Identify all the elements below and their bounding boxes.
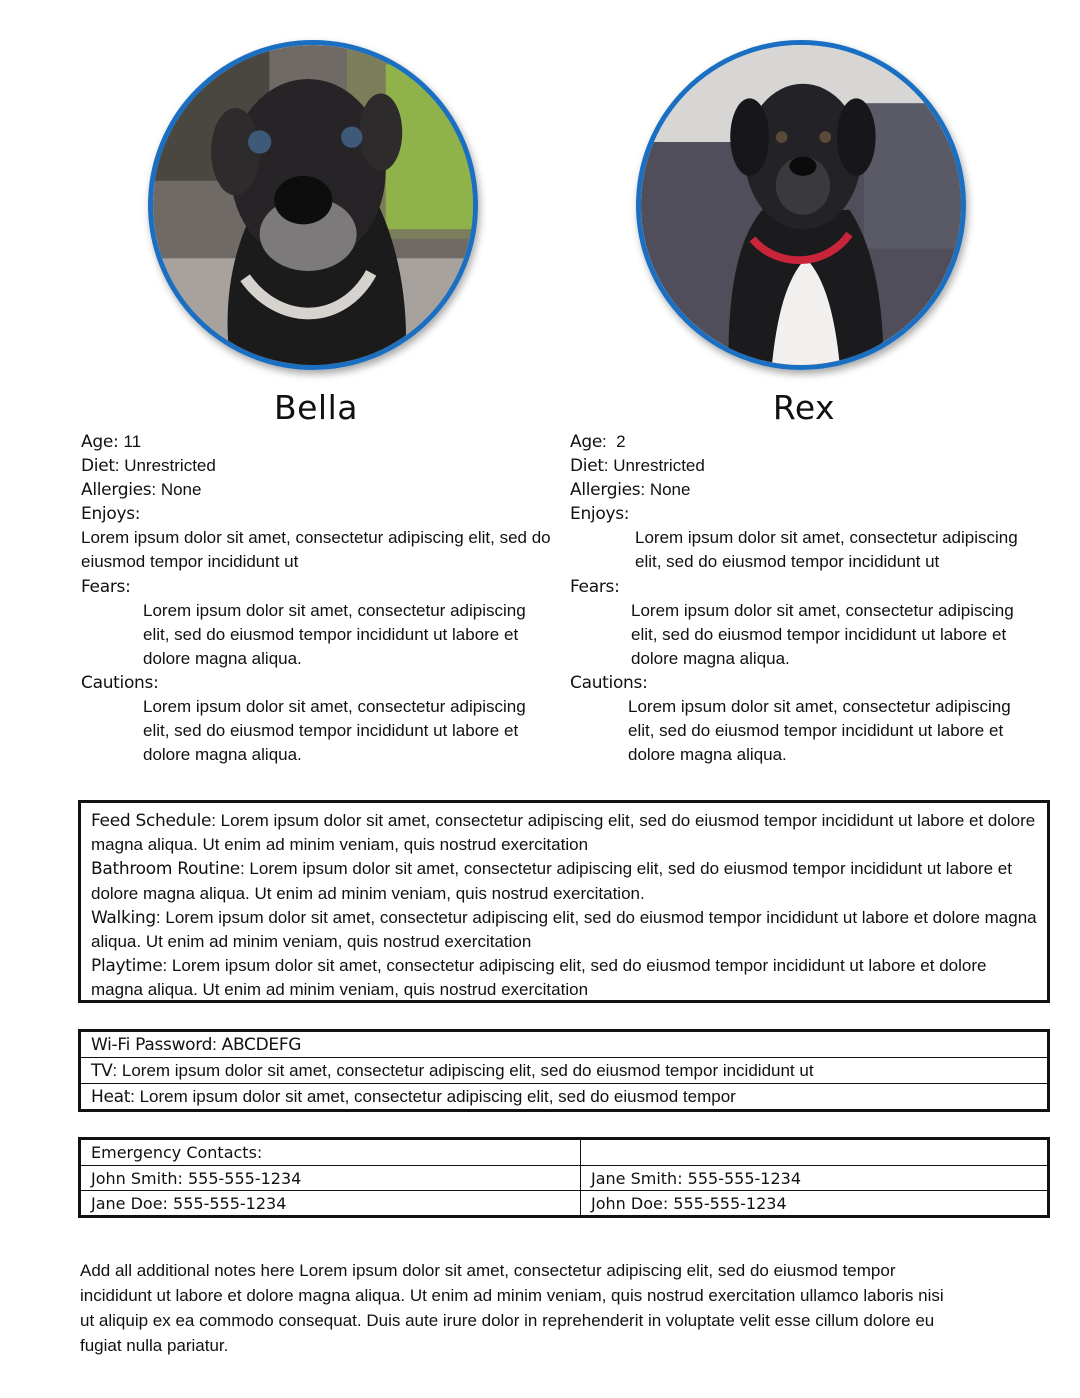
tv-row: TV: Lorem ipsum dolor sit amet, consectetur adipiscing elit, sed do eiusmod tempor incididunt ut <box>81 1058 1047 1084</box>
bathroom-text: Lorem ipsum dolor sit amet, consectetur adipiscing elit, sed do eiusmod tempor incididunt ut labore et dolore magna aliqua. Ut enim ad minim veniam, quis nostrud exercitation. <box>91 859 1012 903</box>
allergies-label: Allergies <box>570 480 641 500</box>
rex-enjoys: Lorem ipsum dolor sit amet, consectetur adipiscing elit, sed do eiusmod tempor incididunt ut <box>635 528 1018 571</box>
rex-allergies-row <box>570 478 1050 502</box>
bella-allergies: None <box>160 480 202 499</box>
diet-label: Diet <box>81 456 115 476</box>
rex-name: Rex <box>772 388 836 427</box>
tv-label: TV <box>91 1061 113 1081</box>
rex-age-row <box>570 430 1050 454</box>
colon: : <box>603 456 614 475</box>
bella-age: 11 <box>123 432 142 451</box>
colon: : <box>112 432 124 452</box>
bella-age-row <box>81 430 561 454</box>
bella-details <box>81 430 561 767</box>
fears-label: Fears: <box>81 577 131 597</box>
playtime: Playtime: Lorem ipsum dolor sit amet, consectetur adipiscing elit, sed do eiusmod tempor incididunt ut labore et dolore magna aliqua. Ut enim ad minim veniam, quis nostrud exercitation <box>91 956 987 1000</box>
colon: : <box>601 432 617 451</box>
bella-diet: Unrestricted <box>124 456 216 475</box>
colon: : <box>114 456 125 475</box>
wifi-row: Wi-Fi Password: ABCDEFG <box>81 1032 1047 1058</box>
bella-diet-row <box>81 454 561 478</box>
emergency-contacts-table <box>78 1137 1050 1218</box>
rex-fears: Lorem ipsum dolor sit amet, consectetur adipiscing elit, sed do eiusmod tempor incididunt ut labore et dolore magna aliqua. <box>631 601 1014 668</box>
diet-label: Diet <box>570 456 604 476</box>
additional-notes: Add all additional notes here Lorem ipsum dolor sit amet, consectetur adipiscing elit, sed do eiusmod tempor incididunt ut labore et dolore magna aliqua. Ut enim ad minim veniam, quis nostrud exercitation ullamco laboris nisi ut aliquip ex ea commodo consequat. Duis aute irure dolor in reprehenderit in voluptate velit esse cillum dolore eu fugiat nulla pariatur. <box>80 1261 944 1355</box>
rex-allergies: None <box>649 480 691 499</box>
cautions-label: Cautions: <box>570 673 648 693</box>
feed-schedule: Feed Schedule: Lorem ipsum dolor sit amet, consectetur adipiscing elit, sed do eiusmod tempor incididunt ut labore et dolore magna aliqua. Ut enim ad minim veniam, quis nostrud exercitation <box>91 811 1036 855</box>
bella-name: Bella <box>273 388 358 427</box>
bella-fears: Lorem ipsum dolor sit amet, consectetur adipiscing elit, sed do eiusmod tempor incididunt ut labore et dolore magna aliqua. <box>143 601 526 668</box>
cautions-label: Cautions: <box>81 673 159 693</box>
bella-enjoys: Lorem ipsum dolor sit amet, consectetur adipiscing elit, sed do eiusmod tempor incididunt ut <box>81 528 551 571</box>
bella-allergies-row <box>81 478 561 502</box>
bella-cautions: Lorem ipsum dolor sit amet, consectetur adipiscing elit, sed do eiusmod tempor incididunt ut labore et dolore magna aliqua. <box>143 697 526 764</box>
tv-text: Lorem ipsum dolor sit amet, consectetur adipiscing elit, sed do eiusmod tempor incididunt ut <box>121 1061 814 1080</box>
heat-text: Lorem ipsum dolor sit amet, consectetur adipiscing elit, sed do eiusmod tempor <box>139 1087 736 1106</box>
allergies-label: Allergies <box>81 480 152 500</box>
feed-label: Feed Schedule <box>91 811 212 831</box>
house-info-table <box>78 1029 1050 1112</box>
contact-cell: Jane Doe: 555-555-1234 <box>81 1191 581 1216</box>
walking-label: Walking <box>91 907 156 928</box>
schedule-box <box>78 800 1050 1003</box>
contacts-row <box>81 1191 1047 1216</box>
contacts-header: Emergency Contacts: <box>81 1140 581 1165</box>
colon: : <box>640 480 650 499</box>
playtime-label: Playtime <box>91 956 163 977</box>
rex-diet: Unrestricted <box>613 456 705 475</box>
rex-diet-row <box>570 454 1050 478</box>
contacts-row <box>81 1166 1047 1192</box>
contact-cell: Jane Smith: 555-555-1234 <box>591 1168 802 1188</box>
rex-details <box>570 430 1050 767</box>
enjoys-label: Enjoys: <box>81 504 141 524</box>
rex-age: 2 <box>616 432 626 451</box>
walking: Walking: Lorem ipsum dolor sit amet, consectetur adipiscing elit, sed do eiusmod tempor incididunt ut labore et dolore magna aliqua. Ut enim ad minim veniam, quis nostrud exercitation <box>91 907 1037 952</box>
contact-cell: John Doe: 555-555-1234 <box>591 1194 787 1213</box>
wifi-label: Wi-Fi Password <box>91 1035 213 1055</box>
walking-text: Lorem ipsum dolor sit amet, consectetur adipiscing elit, sed do eiusmod tempor incididunt ut labore et dolore magna aliqua. Ut enim ad minim veniam, quis nostrud exercitation <box>91 907 1037 952</box>
contacts-header-empty <box>581 1140 1047 1165</box>
contacts-header-row <box>81 1140 1047 1166</box>
rex-dog-image <box>641 45 961 365</box>
fears-label: Fears: <box>570 577 620 597</box>
bathroom-routine: Bathroom Routine: Lorem ipsum dolor sit amet, consectetur adipiscing elit, sed do eiusmod tempor incididunt ut labore et dolore magna aliqua. Ut enim ad minim veniam, quis nostrud exercitation. <box>91 859 1012 903</box>
rex-photo <box>636 40 966 370</box>
heat-row: Heat: Lorem ipsum dolor sit amet, consectetur adipiscing elit, sed do eiusmod tempor <box>91 1087 736 1107</box>
bella-dog-image <box>153 45 473 365</box>
age-label: Age <box>570 432 602 452</box>
enjoys-label: Enjoys: <box>570 504 630 524</box>
rex-cautions: Lorem ipsum dolor sit amet, consectetur adipiscing elit, sed do eiusmod tempor incididunt ut labore et dolore magna aliqua. <box>628 697 1011 764</box>
colon: : <box>151 480 161 499</box>
bathroom-label: Bathroom Routine <box>91 859 240 880</box>
heat-label: Heat <box>91 1087 131 1107</box>
bella-photo <box>148 40 478 370</box>
playtime-text: Lorem ipsum dolor sit amet, consectetur adipiscing elit, sed do eiusmod tempor incididunt ut labore et dolore magna aliqua. Ut enim ad minim veniam, quis nostrud exercitation <box>91 956 987 1000</box>
wifi-password: ABCDEFG <box>221 1035 302 1055</box>
age-label: Age <box>81 432 113 452</box>
contact-cell: John Smith: 555-555-1234 <box>81 1166 581 1191</box>
feed-text: Lorem ipsum dolor sit amet, consectetur adipiscing elit, sed do eiusmod tempor incididunt ut labore et dolore magna aliqua. Ut enim ad minim veniam, quis nostrud exercitation <box>91 811 1036 855</box>
